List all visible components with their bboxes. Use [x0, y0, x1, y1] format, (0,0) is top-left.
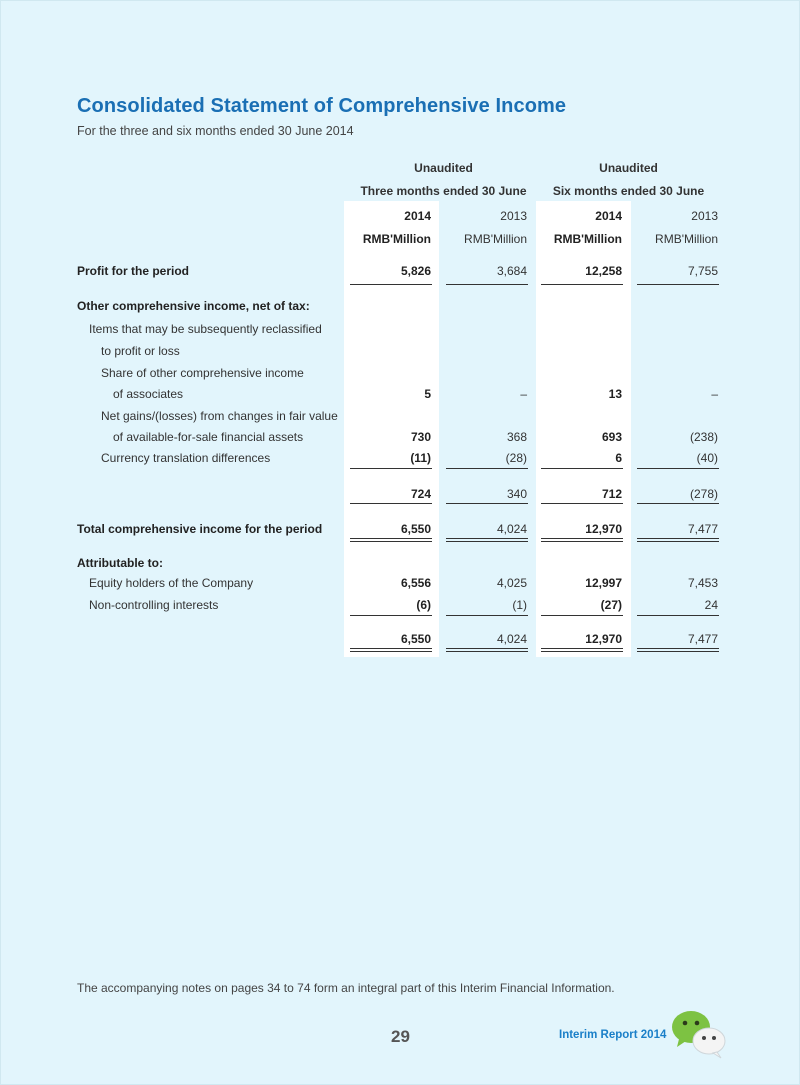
- cell-value: 340: [506, 487, 527, 501]
- double-underline: [446, 648, 528, 649]
- double-underline: [446, 541, 528, 542]
- double-underline: [350, 538, 432, 539]
- column-year: 2013: [691, 209, 718, 223]
- double-underline: [350, 541, 432, 542]
- column-unit: RMB'Million: [464, 232, 527, 246]
- underline: [541, 503, 623, 504]
- cell-value: 12,970: [585, 522, 622, 536]
- column-year: 2014: [595, 209, 622, 223]
- cell-value: (27): [600, 598, 622, 612]
- cell-value: 7,477: [687, 632, 718, 646]
- row-label-share-oci: Share of other comprehensive income: [101, 366, 304, 380]
- cell-value: (1): [512, 598, 527, 612]
- cell-value: 4,024: [496, 632, 527, 646]
- footnote: The accompanying notes on pages 34 to 74 form an integral part of this Interim Financial Information.: [77, 981, 615, 995]
- cell-value: –: [711, 387, 718, 401]
- underline: [350, 615, 432, 616]
- column-unit: RMB'Million: [362, 232, 431, 246]
- underline: [637, 615, 719, 616]
- double-underline: [541, 541, 623, 542]
- row-label-profit-or-loss: to profit or loss: [101, 344, 180, 358]
- cell-value: 13: [608, 387, 622, 401]
- double-underline: [541, 648, 623, 649]
- cell-value: 4,025: [496, 576, 527, 590]
- cell-value: 7,477: [687, 522, 718, 536]
- double-underline: [350, 648, 432, 649]
- row-label-associates: of associates: [113, 387, 184, 401]
- column-year: 2014: [404, 209, 431, 223]
- row-label-net-gains: Net gains/(losses) from changes in fair value: [101, 409, 338, 423]
- double-underline: [446, 538, 528, 539]
- underline: [541, 284, 623, 285]
- underline: [350, 284, 432, 285]
- group-header-period: Three months ended 30 June: [360, 184, 527, 198]
- double-underline: [446, 651, 528, 652]
- row-label-items-reclassified: Items that may be subsequently reclassified: [89, 322, 322, 336]
- cell-value: 12,970: [585, 632, 622, 646]
- row-label-equity-holders: Equity holders of the Company: [89, 576, 254, 590]
- cell-value: 368: [506, 430, 527, 444]
- page-subtitle: For the three and six months ended 30 June 2014: [77, 124, 354, 138]
- cell-value: 6,550: [400, 522, 431, 536]
- row-label-nci: Non-controlling interests: [89, 598, 219, 612]
- cell-value: (6): [416, 598, 431, 612]
- cell-value: 6,556: [400, 576, 431, 590]
- report-name: Interim Report 2014: [559, 1029, 667, 1041]
- cell-value: 5: [424, 387, 431, 401]
- cell-value: 7,453: [687, 576, 718, 590]
- chat-bubbles-icon: [671, 1009, 727, 1059]
- group-header-status: Unaudited: [599, 161, 658, 175]
- cell-value: 3,684: [496, 264, 527, 278]
- underline: [637, 503, 719, 504]
- row-label-currency: Currency translation differences: [101, 451, 271, 465]
- column-year: 2013: [500, 209, 527, 223]
- cell-value: –: [520, 387, 527, 401]
- underline: [637, 468, 719, 469]
- cell-value: 693: [601, 430, 622, 444]
- cell-value: 724: [410, 487, 431, 501]
- cell-value: 12,258: [585, 264, 622, 278]
- cell-value: 7,755: [687, 264, 718, 278]
- row-label-afs: of available-for-sale financial assets: [113, 430, 304, 444]
- underline: [446, 468, 528, 469]
- double-underline: [637, 648, 719, 649]
- row-label-total: Total comprehensive income for the period: [77, 522, 323, 536]
- underline: [446, 503, 528, 504]
- cell-value: 5,826: [400, 264, 431, 278]
- underline: [446, 284, 528, 285]
- underline: [350, 468, 432, 469]
- double-underline: [541, 538, 623, 539]
- cell-value: (278): [689, 487, 718, 501]
- underline: [637, 284, 719, 285]
- cell-value: (40): [696, 451, 718, 465]
- underline: [446, 615, 528, 616]
- cell-value: 730: [410, 430, 431, 444]
- underline: [350, 503, 432, 504]
- double-underline: [541, 651, 623, 652]
- page-title: Consolidated Statement of Comprehensive Income: [77, 95, 567, 117]
- double-underline: [350, 651, 432, 652]
- double-underline: [637, 541, 719, 542]
- group-header-status: Unaudited: [414, 161, 473, 175]
- cell-value: 4,024: [496, 522, 527, 536]
- cell-value: (11): [410, 451, 431, 465]
- underline: [541, 615, 623, 616]
- cell-value: 24: [704, 598, 718, 612]
- cell-value: 6: [615, 451, 622, 465]
- row-label-profit: Profit for the period: [77, 264, 189, 278]
- cell-value: 712: [601, 487, 622, 501]
- column-unit: RMB'Million: [655, 232, 718, 246]
- row-label-attributable: Attributable to:: [77, 556, 163, 570]
- underline: [541, 468, 623, 469]
- cell-value: 6,550: [400, 632, 431, 646]
- row-label-oci: Other comprehensive income, net of tax:: [77, 299, 310, 313]
- double-underline: [637, 538, 719, 539]
- column-unit: RMB'Million: [553, 232, 622, 246]
- cell-value: (28): [505, 451, 527, 465]
- cell-value: (238): [689, 430, 718, 444]
- cell-value: 12,997: [585, 576, 622, 590]
- page-number: 29: [391, 1027, 410, 1046]
- double-underline: [637, 651, 719, 652]
- group-header-period: Six months ended 30 June: [552, 184, 705, 198]
